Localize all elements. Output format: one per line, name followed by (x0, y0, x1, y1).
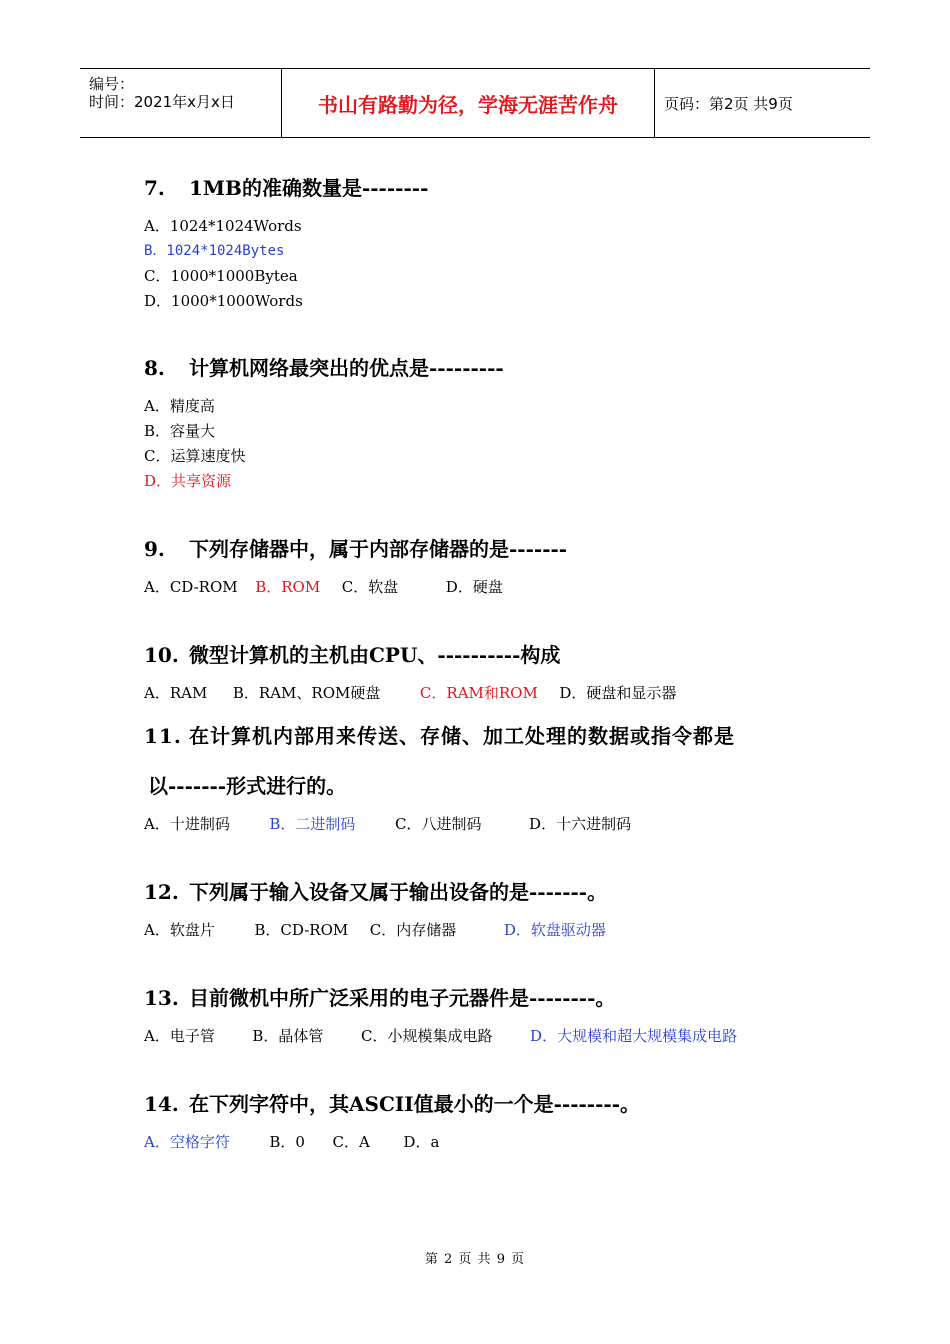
time-label: 时间：2021年x月x日 (89, 93, 235, 111)
option-13a: A．电子管 (144, 1027, 215, 1045)
header-meta-cell (80, 69, 282, 137)
option-14c: C．A (332, 1133, 370, 1151)
question-number: 12. (144, 880, 179, 904)
option-9b-answer: B．ROM (255, 578, 321, 596)
question-text: 微型计算机的主机由CPU、----------构成 (189, 643, 561, 667)
options-row-10 (144, 682, 676, 703)
option-11b-answer: B．二进制码 (269, 815, 356, 833)
option-12c: C．内存储器 (369, 921, 457, 939)
options-row-11 (144, 813, 631, 834)
option-14a-answer: A．空格字符 (144, 1133, 230, 1151)
option-13b: B．晶体管 (252, 1027, 324, 1045)
question-number: 8. (144, 356, 165, 380)
serial-label: 编号： (89, 75, 135, 93)
option-14b: B．0 (269, 1133, 305, 1151)
option-7c: C．1000*1000Bytea (144, 267, 298, 285)
options-row-13 (144, 1025, 737, 1046)
option-7b-answer: B．1024*1024Bytes (144, 243, 285, 259)
question-12 (144, 876, 607, 905)
question-number: 14. (144, 1092, 179, 1116)
question-number: 7. (144, 176, 165, 200)
question-8 (144, 352, 504, 381)
page-footer: 第 2 页 共 9 页 (424, 1252, 526, 1267)
option-9c: C．软盘 (341, 578, 399, 596)
option-8d-answer: D．共享资源 (144, 472, 232, 490)
header-motto: 书山有路勤为径，学海无涯苦作舟 (282, 69, 655, 137)
option-10b: B．RAM、ROM硬盘 (232, 684, 381, 702)
question-text: 在下列字符中，其ASCII值最小的一个是--------。 (189, 1092, 640, 1116)
question-text: 目前微机中所广泛采用的电子元器件是--------。 (189, 986, 616, 1010)
question-10 (144, 639, 560, 668)
option-14d: D．a (403, 1133, 440, 1151)
option-11d: D．十六进制码 (529, 815, 632, 833)
option-11a: A．十进制码 (144, 815, 230, 833)
question-text: 下列存储器中，属于内部存储器的是------- (189, 537, 568, 561)
question-number: 11. (144, 724, 182, 748)
question-text: 计算机网络最突出的优点是--------- (189, 356, 504, 380)
option-8a: A．精度高 (144, 397, 215, 415)
option-9a: A．CD-ROM (144, 578, 238, 596)
option-13c: C．小规模集成电路 (361, 1027, 493, 1045)
option-7d: D．1000*1000Words (144, 292, 303, 310)
option-12d-answer: D．软盘驱动器 (503, 921, 606, 939)
question-number: 13. (144, 986, 179, 1010)
option-10c-answer: C．RAM和ROM (419, 684, 538, 702)
option-8b: B．容量大 (144, 422, 216, 440)
options-row-14 (144, 1131, 439, 1152)
question-number: 10. (144, 643, 179, 667)
option-12a: A．软盘片 (144, 921, 215, 939)
option-11c: C．八进制码 (395, 815, 482, 833)
question-text: 在计算机内部用来传送、存储、加工处理的数据或指令都是 (189, 724, 735, 748)
question-text: 下列属于输入设备又属于输出设备的是-------。 (189, 880, 608, 904)
page-header (80, 68, 870, 138)
option-7a: A．1024*1024Words (144, 217, 302, 235)
option-10a: A．RAM (144, 684, 208, 702)
option-8c: C．运算速度快 (144, 447, 246, 465)
question-11 (144, 720, 735, 749)
question-11-continued: 以-------形式进行的。 (148, 774, 347, 798)
option-13d-answer: D．大规模和超大规模集成电路 (530, 1027, 738, 1045)
question-text: 1MB的准确数量是-------- (189, 176, 429, 200)
options-row-9 (144, 576, 503, 597)
question-9 (144, 533, 567, 562)
option-9d: D．硬盘 (445, 578, 503, 596)
option-10d: D．硬盘和显示器 (559, 684, 677, 702)
header-page-info: 页码：第2页 共9页 (664, 95, 793, 113)
question-number: 9. (144, 537, 165, 561)
question-14 (144, 1088, 640, 1117)
options-row-12 (144, 919, 606, 940)
question-7 (144, 172, 428, 201)
option-12b: B．CD-ROM (254, 921, 349, 939)
question-13 (144, 982, 615, 1011)
